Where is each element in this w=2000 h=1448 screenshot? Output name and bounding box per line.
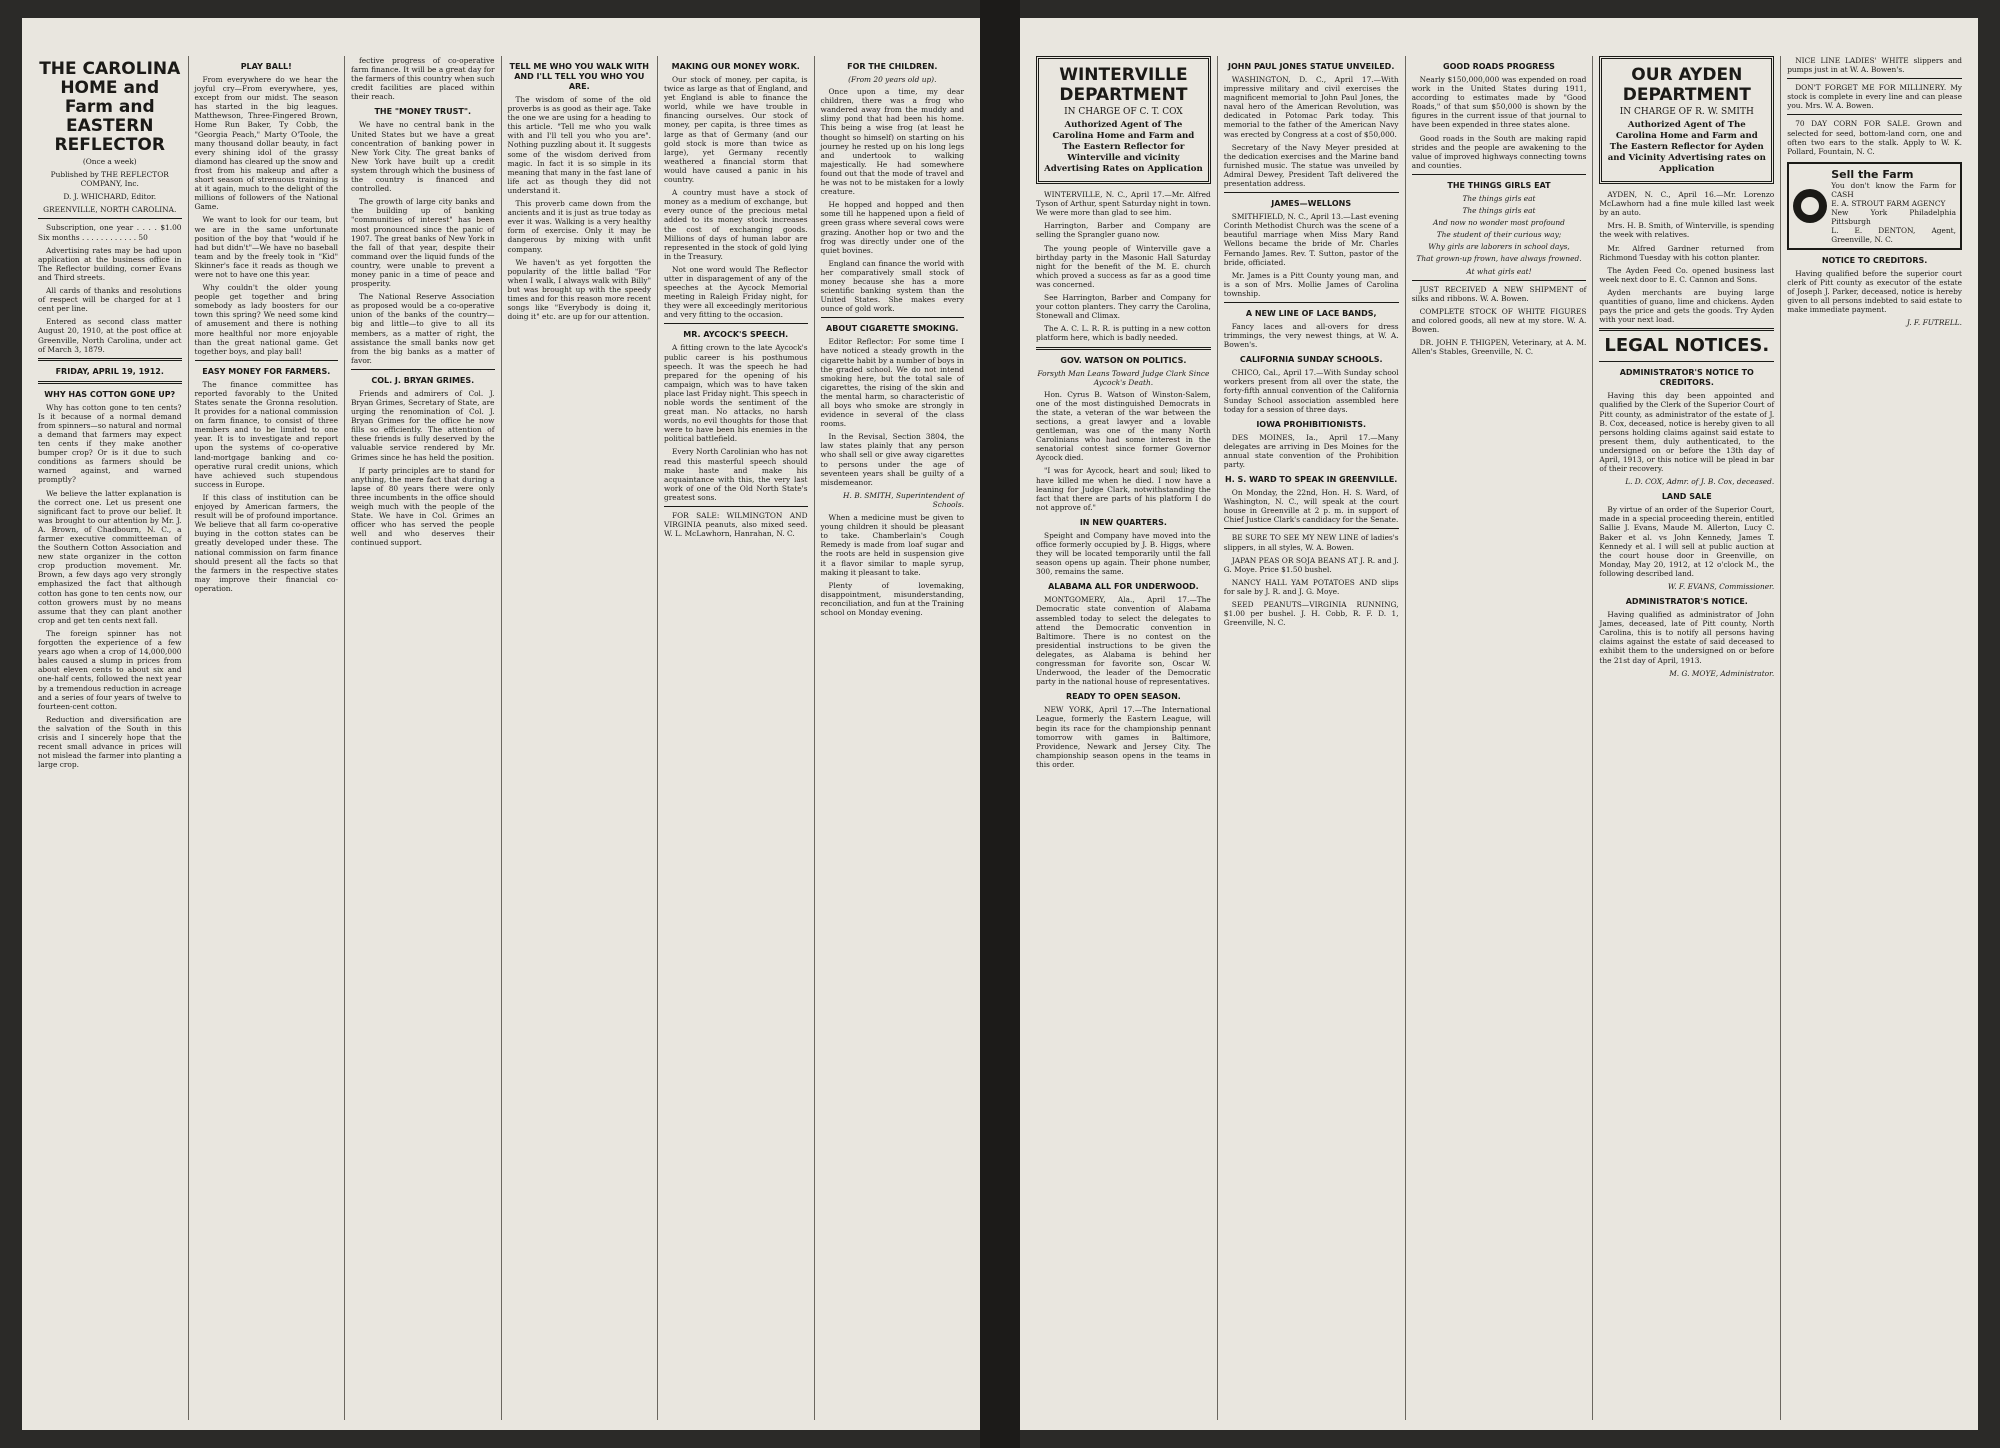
poem-line: Why girls are laborers in school days,: [1428, 242, 1570, 252]
article-paragraph: "I was for Aycock, heart and soul; liked to have killed me when he died. I now have a leaning for Judge Clark, notwithstanding the fact that there are parts of his platform I do not approve of.": [1036, 466, 1211, 512]
classified-ad: BE SURE TO SEE MY NEW LINE of ladies's slippers, in all styles, W. A. Bowen.: [1223, 533, 1399, 552]
column-2: [1218, 56, 1406, 1420]
entered-note: Entered as second class matter August 20, 1910, at the post office at Greenville, North Carolina, under act of March 3, 1879.: [38, 317, 182, 354]
left-newspaper-page: [22, 18, 980, 1430]
legal-notice-body: Having this day been appointed and qualified by the Clerk of the Superior Court of Pitt county, as administrator of the estate of J. B. Cox, deceased, notice is hereby given to all persons holding claims against said estate to present them, duly authenticated, to the undersigned on or before the 13th day of April, 1913, or this notice will be plead in bar of their recovery.: [1599, 391, 1775, 474]
winterville-charge: IN CHARGE OF C. T. COX: [1064, 107, 1183, 117]
alabama-heading: ALABAMA ALL FOR UNDERWOOD.: [1048, 582, 1199, 592]
ayden-title: OUR AYDEN DEPARTMENT: [1622, 65, 1751, 105]
article-paragraph: Secretary of the Navy Meyer presided at the dedication exercises and the Marine band furnished music. The statue was unveiled by Admiral Dewey, President Taft delivered the presentation address.: [1223, 142, 1399, 189]
farm-ad-line: New York Philadelphia Pittsburgh: [1831, 207, 1956, 226]
article-paragraph: Reduction and diversification are the salvation of the South in this crisis and I sincerely hope that the recent small advance in prices will not mislead the farmer into planting a large crop.: [38, 714, 182, 770]
poem-heading: THE THINGS GIRLS EAT: [1447, 180, 1551, 190]
money-trust-heading: THE "MONEY TRUST".: [374, 107, 472, 117]
poem-line: That grown-up frown, have always frowned.: [1416, 254, 1582, 264]
article-paragraph: Editor Reflector: For some time I have noticed a steady growth in the cigarette habit by a number of boys in the graded school. We do not intend smoking here, but the total sale of cigarettes, the rising of the skin and the mental harm, so characteristic of all boys who smoke are strongly in evidence in several of the class rooms.: [820, 337, 964, 429]
article-paragraph: The wisdom of some of the old proverbs is as good as their age. Take the one we are using for a heading to this article. "Tell me who you walk with and I'll tell you who you are". Nothing puzzling about it. It suggests some of the wisdom derived from magic. In fact it is so simple in its meaning that many in the fast lane of life act as though they did not understand it.: [507, 95, 651, 195]
children-subheading: (From 20 years old up).: [848, 75, 937, 84]
ayden-agent: Authorized Agent of The Carolina Home and Farm and The Eastern Reflector for Ayden and Vicinity Advertising rates on Application: [1607, 120, 1766, 175]
classified-ad: JAPAN PEAS OR SOJA BEANS AT J. R. and J. G. Moye. Price $1.50 bushel.: [1223, 555, 1399, 574]
classified-ad: COMPLETE STOCK OF WHITE FIGURES and colored goods, all new at my store. W. A. Bowen.: [1411, 306, 1587, 334]
article-paragraph: Our stock of money, per capita, is twice as large as that of England, and yet England is able to finance the world, while we have trouble in financing ourselves. Our stock of money, per capita, is three times as large as that of Germany (and our gold stock is more than twice as large), yet Germany recently weathered a financial storm that would have caused a panic in his country.: [664, 75, 808, 185]
article-paragraph: Hon. Cyrus B. Watson of Winston-Salem, one of the most distinguished Democrats in the state, a veteran of the war between the sections, a great lawyer and a lovable gentleman, was one of the many North Carolinians who had some interest in the senatorial contest since former Governor Aycock died.: [1036, 389, 1211, 463]
classified-ad: NICE LINE LADIES' WHITE slippers and pumps just in at W. A. Bowen's.: [1787, 56, 1962, 75]
winterville-title: WINTERVILLE DEPARTMENT: [1059, 65, 1188, 105]
article-paragraph: Harrington, Barber and Company are selling the Sprangler guano now.: [1036, 221, 1211, 240]
cards-note: All cards of thanks and resolutions of respect will be charged for at 1 cent per line.: [38, 286, 182, 314]
article-paragraph: We haven't as yet forgotten the popularity of the little ballad "For when I walk, I always walk with Billy" but was brought up with the speedy times and for this reason more recent songs like "Everybody is doing it, doing it" etc. are up for our attention.: [507, 257, 651, 322]
column-1: [32, 56, 189, 1420]
article-paragraph: Ayden merchants are buying large quantities of guano, lime and chickens. Ayden pays the price and gets the goods. Try Ayden with your next load.: [1599, 287, 1775, 325]
column-1: [1030, 56, 1218, 1420]
classified-ad: DON'T FORGET ME FOR MILLINERY. My stock is complete in every line and can please you. Mrs. W. A. Bowen.: [1787, 83, 1962, 111]
farm-ad-headline: Sell the Farm: [1831, 167, 1914, 181]
classified-ad: DR. JOHN F. THIGPEN, Veterinary, at A. M. Allen's Stables, Greenville, N. C.: [1411, 338, 1587, 357]
california-heading: CALIFORNIA SUNDAY SCHOOLS.: [1239, 355, 1383, 365]
classified-ad: SEED PEANUTS—VIRGINIA RUNNING, $1.00 per bushel. J. H. Cobb, R. F. D. 1, Greenville, N. C.: [1223, 600, 1399, 628]
farm-ad-line: E. A. STROUT FARM AGENCY: [1831, 198, 1946, 208]
legal-notice-signature: L. D. COX, Admr. of J. B. Cox, deceased.: [1625, 477, 1775, 487]
article-paragraph: The finance committee has reported favorably to the United States senate the Gronna resolution. It provides for a national commission on farm finance, to consist of three members and to be limited to one year. It is to investigate and report upon the systems of co-operative land-mortgage banking and co-operative rural credit unions, which have achieved such stupendous success in Europe.: [194, 379, 338, 489]
legal-notice-title: ADMINISTRATOR'S NOTICE.: [1625, 597, 1748, 607]
jones-statue-heading: JOHN PAUL JONES STATUE UNVEILED.: [1228, 62, 1395, 71]
classified-ad: Fancy laces and all-overs for dress trimmings, the very newest things, at W. A. Bowen's.: [1223, 321, 1399, 350]
article-paragraph: The Ayden Feed Co. opened business last week next door to E. C. Cannon and Sons.: [1599, 265, 1775, 284]
article-paragraph: Mr. James is a Pitt County young man, and is a son of Mrs. Mollie James of Carolina township.: [1223, 270, 1399, 298]
classified-ad: Plenty of lovemaking, disappointment, misunderstanding, reconciliation, and fun at the Training school on Monday evening.: [820, 580, 964, 617]
article-paragraph: The young people of Winterville gave a birthday party in the Masonic Hall Saturday night for the benefit of the M. E. church which proved a success as far as a good time was concerned.: [1036, 243, 1211, 289]
article-paragraph: SMITHFIELD, N. C., April 13.—Last evening Corinth Methodist Church was the scene of a beautiful marriage when Miss Mary Rand Wellons became the bride of Mr. Charles Fernando James. Rev. T. Sutton, pastor of the bride, officiated.: [1223, 212, 1399, 267]
poem-line: The things girls eat: [1462, 193, 1536, 203]
play-ball-heading: PLAY BALL!: [240, 62, 292, 71]
article-paragraph: We want to look for our team, but we are in the same unfortunate position of the boy that "would if he had but didn't"—We have no baseball team and by the freely took in "Kid" Skinner's face it reads as though we were not to have one this year.: [194, 215, 338, 279]
article-paragraph: Every North Carolinian who has not read this masterful speech should make haste and make his acquaintance with this, the very last work of one of the Old North State's greatest sons.: [664, 447, 808, 502]
ready-season-heading: READY TO OPEN SEASON.: [1065, 692, 1181, 702]
classified-ad: FOR SALE: WILMINGTON AND VIRGINIA peanuts, also mixed seed. W. L. McLawhorn, Hanrahan, N. C.: [664, 511, 808, 539]
article-paragraph: We have no central bank in the United States but we have a great concentration of banking power in New York City. The great banks of New York have built up a credit system through which the business of the country is financed and controlled.: [351, 120, 495, 194]
lace-bands-heading: A NEW LINE OF LACE BANDS,: [1245, 308, 1377, 318]
article-paragraph: If this class of institution can be enjoyed by American farmers, the result will be of profound importance. We believe that all farm co-operative buying in the cotton states can be greatly developed under these. The national commission on farm finance should present all the facts so that the farmers in the respective states may improve their financial co-operation.: [194, 492, 338, 593]
column-6: [815, 56, 971, 1420]
legal-notice-body: Having qualified before the superior court clerk of Pitt county as executor of the estate of Joseph J. Parker, deceased, notice is hereby given to all persons indebted to said estate to make immediate payment.: [1787, 268, 1962, 315]
our-money-heading: MAKING OUR MONEY WORK.: [671, 62, 800, 71]
ayden-department-box: [1599, 56, 1774, 184]
article-paragraph: fective progress of co-operative farm finance. It will be a great day for the farmers of this country when such credit facilities are placed within their reach.: [351, 56, 495, 102]
column-4: [502, 56, 659, 1420]
wedding-heading: JAMES—WELLONS: [1271, 199, 1352, 209]
watson-subheading: Forsyth Man Leans Toward Judge Clark Since Aycock's Death.: [1037, 368, 1210, 387]
article-paragraph: WINTERVILLE, N. C., April 17.—Mr. Alfred Tyson of Arthur, spent Saturday night in town. We were more than glad to see him.: [1036, 190, 1211, 218]
masthead-place: GREENVILLE, NORTH CAROLINA.: [43, 205, 177, 215]
right-newspaper-page: [1020, 18, 1978, 1430]
strout-farm-ad: [1787, 162, 1962, 250]
article-paragraph: DES MOINES, Ia., April 17.—Many delegates are arriving in Des Moines for the annual state convention of the Prohibition party.: [1223, 432, 1399, 469]
column-3: [1406, 56, 1594, 1420]
legal-notice-body: Having qualified as administrator of John James, deceased, late of Pitt county, North Carolina, this is to notify all persons having claims against the estate of said deceased to exhibit them to the undersigned on or before the 21st day of April, 1913.: [1599, 610, 1775, 665]
farm-ad-line: You don't know the Farm for CASH: [1831, 180, 1956, 199]
column-3: [345, 56, 502, 1420]
ayden-charge: IN CHARGE OF R. W. SMITH: [1619, 107, 1754, 117]
issue-date: FRIDAY, APRIL 19, 1912.: [55, 366, 164, 376]
article-paragraph: Mr. Alfred Gardner returned from Richmond Tuesday with his cotton planter.: [1599, 243, 1775, 262]
article-paragraph: CHICO, Cal., April 17.—With Sunday school workers present from all over the state, the forty-fifth annual convention of the California Sunday School association assembled here today for a session of three days.: [1223, 368, 1399, 414]
article-paragraph: WASHINGTON, D. C., April 17.—With impressive military and civil exercises the magnificent memorial to John Paul Jones, the naval hero of the American Revolution, was dedicated in Potomac Park today. This memorial to the father of the American Navy was erected by Congress at a cost of $50,000.: [1223, 75, 1399, 139]
column-5: [1781, 56, 1968, 1420]
article-paragraph: Good roads in the South are making rapid strides and the people are awakening to the value of improved highways connecting towns and counties.: [1411, 133, 1587, 170]
legal-notice-body: By virtue of an order of the Superior Court, made in a special proceeding therein, entitled Sallie J. Evans, Maude M. Allerton, Lucy C. Baker et al. vs John Kennedy, James T. Kennedy et al. I will sell at public auction at the court house door in Greenville, on Monday, May 20, 1912, at 12 o'clock M., the following described land.: [1599, 505, 1775, 578]
article-paragraph: On Monday, the 22nd, Hon. H. S. Ward, of Washington, N. C., will speak at the court house in Greenville at 2 p. m. in support of Chief Justice Clark's candidacy for the Senate.: [1223, 488, 1399, 525]
classified-ad: JUST RECEIVED A NEW SHIPMENT of silks and ribbons. W. A. Bowen.: [1411, 284, 1587, 303]
easy-money-heading: EASY MONEY FOR FARMERS.: [202, 366, 331, 376]
subscription-rates: Subscription, one year . . . . $1.00 Six months . . . . . . . . . . . . 50: [38, 223, 182, 242]
article-paragraph: This proverb came down from the ancients and it is just as true today as ever it was. Walking is a very healthy form of exercise. Only it may be dangerous by mixing with unfit company.: [507, 199, 651, 254]
poem-line: At what girls eat!: [1466, 266, 1532, 276]
article-paragraph: Once upon a time, my dear children, there was a frog who wandered away from the muddy and slimy pond that had been his home. This being a wise frog (at least he thought so himself) on starting on his journey he rested up on his long legs and undertook to walking majestically. He had somewhere found out that the mode of travel and he was not to be mistaken for a lowly creature.: [820, 87, 964, 197]
article-paragraph: The A. C. L. R. R. is putting in a new cotton platform here, which is badly needed.: [1036, 324, 1211, 343]
legal-notice-title: ADMINISTRATOR'S NOTICE TO CREDITORS.: [1619, 368, 1754, 388]
winterville-department-box: [1036, 56, 1211, 184]
article-paragraph: We believe the latter explanation is the correct one. Let us present one significant fact to prove our belief. It was brought to our attention by Mr. J. A. Brown, of Chadbourn, N. C., a farmer executive committeeman of the Southern Cotton Association and new state organizer in the cotton crop production movement. Mr. Brown, a few days ago very strongly emphasized the fact that although cotton has gone to ten cents now, our cotton growers must by no means assume that they can plant another crop and get ten cents next fall.: [38, 488, 182, 625]
article-paragraph: He hopped and hopped and then some till he happened upon a field of green grass where several cows were grazing. Another hop or two and the frog was directly under one of the quiet bovines.: [820, 200, 964, 255]
grimes-heading: COL. J. BRYAN GRIMES.: [371, 375, 475, 385]
article-paragraph: A fitting crown to the late Aycock's public career is his posthumous speech. It was the speech he had prepared for the opening of his campaign, which was to have taken place last Friday night. This speech in noble words the sentiment of the great man. No attacks, no harsh words, no evil thoughts for those that were to have been his enemies in the political battlefield.: [664, 343, 808, 444]
legal-notice-signature: W. F. EVANS, Commissioner.: [1667, 582, 1775, 591]
classified-ad: NANCY HALL YAM POTATOES AND slips for sale by J. R. and J. G. Moye.: [1223, 577, 1399, 596]
article-paragraph: Why has cotton gone to ten cents? Is it because of a normal demand from spinners—so natural and normal a demand that farmers may expect ten cents if they make another bumper crop? Or is it due to such conditions as farmers should be warned against, and warned promptly?: [38, 402, 182, 485]
article-paragraph: AYDEN, N. C., April 16.—Mr. Lorenzo McLawhorn had a fine mule killed last week by an auto.: [1599, 190, 1775, 218]
article-paragraph: The National Reserve Association as proposed would be a co-operative union of the banks of the country—big and little—to give to all its members, as a matter of right, the assistance the small banks now get from the big banks as a matter of favor.: [351, 292, 495, 365]
column-4: [1593, 56, 1781, 1420]
column-2: [189, 56, 346, 1420]
article-paragraph: Speight and Company have moved into the office formerly occupied by J. B. Higgs, where they will be located temporarily until the fall season opens up again. Their phone number, 300, remains the same.: [1036, 530, 1211, 577]
page-gutter: [980, 0, 1020, 1448]
legal-notices-heading: LEGAL NOTICES.: [1604, 335, 1770, 357]
poem-line: The student of their curious way;: [1436, 230, 1562, 240]
article-paragraph: When a medicine must be given to young children it should be pleasant to take. Chamberlain's Cough Remedy is made from loaf sugar and the roots are held in suspension give it a flavor similar to maple syrup, making it pleasant to take.: [820, 513, 964, 577]
article-paragraph: MONTGOMERY, Ala., April 17.—The Democratic state convention of Alabama assembled today to select the delegates to attend the Democratic convention in Baltimore. There is no contest on the presidential instructions to be given the delegates, as Alabama is behind her congressman for favorite son, Oscar W. Underwood, the leader of the Democratic party in the national house of representatives.: [1036, 595, 1211, 687]
cigarette-heading: ABOUT CIGARETTE SMOKING.: [826, 324, 959, 334]
article-paragraph: See Harrington, Barber and Company for your cotton planters. They carry the Carolina, Stonewall and Climax.: [1036, 293, 1211, 321]
ward-heading: H. S. WARD TO SPEAK IN GREENVILLE.: [1225, 475, 1398, 485]
legal-notice-signature: J. F. FUTRELL.: [1906, 318, 1962, 328]
article-paragraph: From everywhere do we hear the joyful cry—From everywhere, yes, except from our midst. The season has started in the big leagues. Matthewson, Three-Fingered Brown, Home Run Baker, Ty Cobb, the "Georgia Peach," Marty O'Toole, the many thousand dollar beauty, in fact every shining idol of the grassy diamond has cleared up the snow and frost from his makeup and after a short season of strenuous training is at it again, much to the delight of the millions of followers of the National Game.: [194, 75, 338, 212]
article-paragraph: If party principles are to stand for anything, the mere fact that during a lapse of 80 years there were only three incumbents in the office should weigh much with the people of the State. We have in Col. Grimes an officer who has served the people well and who deserves their continued support.: [351, 465, 495, 548]
article-paragraph: Why couldn't the older young people get together and bring somebody as lady boosters for our town this spring? We need some kind of amusement and there is nothing more healthful nor more enjoyable than the great national game. Get together boys, and play ball!: [194, 283, 338, 356]
children-heading: FOR THE CHILDREN.: [847, 62, 938, 71]
article-paragraph: NEW YORK, April 17.—The International League, formerly the Eastern League, will begin its race for the championship pennant tomorrow with games in Baltimore, Providence, Newark and Jersey City. The championship season opens in the teams in this order.: [1036, 705, 1211, 769]
column-5: [658, 56, 815, 1420]
article-paragraph: In the Revisal, Section 3804, the law states plainly that any person who shall sell or give away cigarettes to persons under the age of seventeen years shall be guilty of a misdemeanor.: [820, 432, 964, 487]
cigarette-signature: H. B. SMITH, Superintendent of Schools.: [843, 490, 964, 509]
masthead-title: THE CAROLINA HOME and Farm and EASTERN REFLECTOR: [39, 59, 181, 155]
aycock-heading: MR. AYCOCK'S SPEECH.: [683, 330, 789, 340]
farm-agency-logo-icon: [1793, 189, 1827, 223]
legal-notice-title: LAND SALE: [1661, 492, 1712, 502]
good-roads-heading: GOOD ROADS PROGRESS: [1443, 62, 1555, 71]
masthead-editor: D. J. WHICHARD, Editor.: [63, 192, 157, 202]
poem-line: And now no wonder most profound: [1433, 218, 1565, 228]
article-paragraph: Nearly $150,000,000 was expended on road work in the United States during 1911, according to estimates made by "Good Roads," of that sum $50,000 is shown by the figures in the current issue of that journal to have been expended in three states alone.: [1411, 75, 1587, 130]
legal-notice-title: NOTICE TO CREDITORS.: [1821, 255, 1928, 265]
winterville-agent: Authorized Agent of The Carolina Home and Farm and The Eastern Reflector for Winterville and vicinity Advertising Rates on Application: [1044, 120, 1203, 175]
article-paragraph: A country must have a stock of money as a medium of exchange, but every ounce of the precious metal added to its money stock increases the cost of exchanging goods. Millions of days of human labor are represented in the stock of gold lying in the Treasury.: [664, 188, 808, 261]
masthead-frequency: (Once a week): [82, 157, 137, 166]
article-paragraph: Mrs. H. B. Smith, of Winterville, is spending the week with relatives.: [1599, 221, 1775, 240]
poem-line: The things girls eat: [1462, 206, 1536, 216]
cotton-heading: WHY HAS COTTON GONE UP?: [44, 389, 176, 399]
masthead-publisher: Published by THE REFLECTOR COMPANY, Inc.: [50, 170, 169, 189]
article-paragraph: The growth of large city banks and the building up of banking "communities of interest" has been most pronounced since the panic of 1907. The great banks of New York in the fall of that year, despite their command over the liquid funds of the country, were unable to prevent a money panic in a time of peace and prosperity.: [351, 197, 495, 289]
advertising-note: Advertising rates may be had upon application at the business office in The Reflector building, corner Evans and Third streets.: [38, 245, 182, 282]
iowa-heading: IOWA PROHIBITIONISTS.: [1256, 419, 1367, 429]
legal-notice-signature: M. G. MOYE, Administrator.: [1669, 668, 1775, 678]
walk-with-heading: TELL ME WHO YOU WALK WITH AND I'LL TELL YOU WHO YOU ARE.: [509, 62, 649, 91]
article-paragraph: Not one word would The Reflector utter in disparagement of any of the speeches at the Aycock Memorial meeting in Raleigh Friday night, for they were all exceedingly meritorious and very fitting to the occasion.: [664, 264, 808, 320]
article-paragraph: Friends and admirers of Col. J. Bryan Grimes, Secretary of State, are urging the renomination of Col. J. Bryan Grimes for the office he now fills so efficiently. The attention of these friends is fully deserved by the valuable service rendered by Mr. Grimes since he has held the position.: [351, 388, 495, 462]
new-quarters-heading: IN NEW QUARTERS.: [1079, 517, 1167, 527]
farm-ad-line: L. E. DENTON, Agent, Greenville, N. C.: [1831, 225, 1956, 244]
classified-ad: 70 DAY CORN FOR SALE. Grown and selected for seed, bottom-land corn, one and often two ears to the stalk. Apply to W. K. Pollard, Fountain, N. C.: [1787, 119, 1962, 156]
article-paragraph: The foreign spinner has not forgotten the experience of a few years ago when a crop of 14,000,000 bales caused a slump in prices from about eleven cents to about six and one-half cents, followed the next year by a tremendous reduction in acreage and a series of four years of twelve to fourteen-cent cotton.: [38, 628, 182, 711]
watson-heading: GOV. WATSON ON POLITICS.: [1060, 355, 1187, 365]
article-paragraph: England can finance the world with her comparatively small stock of money because she has a more scientific banking system than the United States. She makes every ounce of gold work.: [820, 258, 964, 314]
